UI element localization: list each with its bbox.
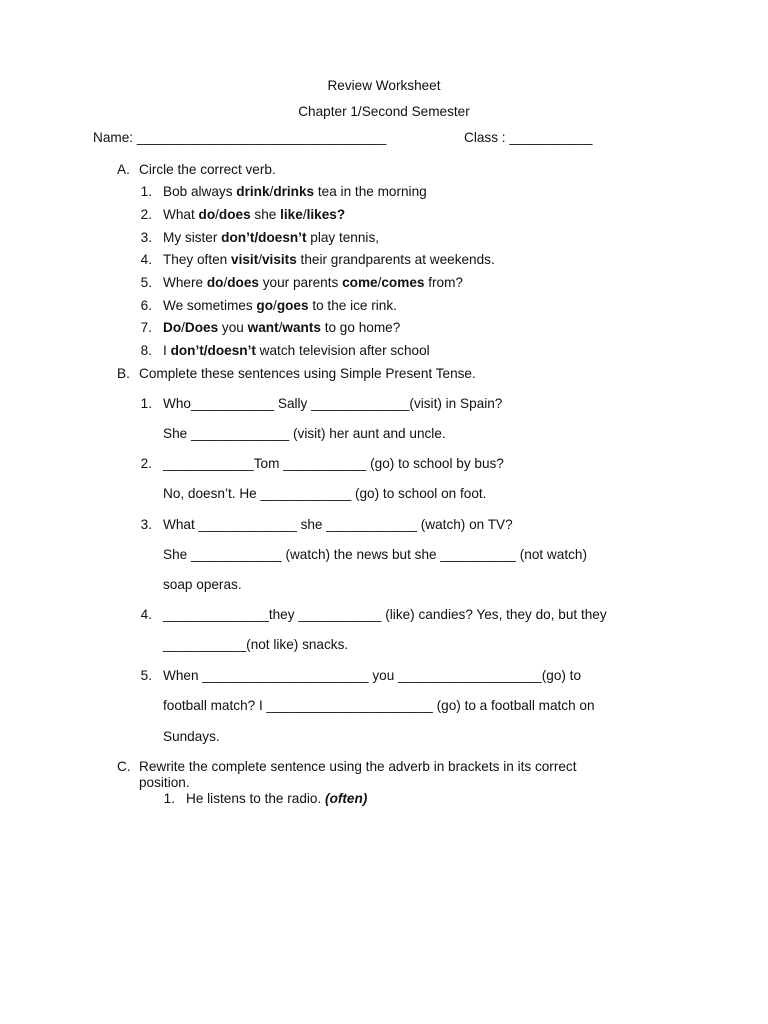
- section-b-letter: B.: [117, 366, 130, 381]
- section-a-instruction: Circle the correct verb.: [139, 162, 276, 177]
- list-item-number: 1.: [140, 184, 152, 199]
- list-item: [186, 791, 367, 807]
- fill-in-line: ___________(not like) snacks.: [163, 637, 349, 652]
- adverb-hint: (often): [325, 791, 368, 806]
- list-item-number: 8.: [140, 343, 152, 358]
- list-item-number: 5.: [140, 275, 152, 290]
- list-item: They often visit/visits their grandparents at weekends.: [163, 252, 495, 267]
- fill-in-line: Sundays.: [163, 729, 220, 744]
- fill-in-line: What _____________ she ____________ (watch) on TV?: [163, 517, 513, 532]
- name-field-line: Name: _________________________________: [93, 130, 387, 145]
- list-item-number: 1.: [140, 396, 152, 411]
- worksheet-title: Review Worksheet: [327, 78, 441, 93]
- list-item: Where do/does your parents come/comes from?: [163, 275, 463, 290]
- list-item-number: 4.: [140, 252, 152, 267]
- list-item: Bob always drink/drinks tea in the morning: [163, 184, 427, 199]
- fill-in-line: She _____________ (visit) her aunt and uncle.: [163, 426, 446, 441]
- section-c-instruction: Rewrite the complete sentence using the adverb in brackets in its correct: [139, 759, 577, 774]
- fill-in-line: When ______________________ you ___________________(go) to: [163, 668, 582, 683]
- worksheet-subtitle: Chapter 1/Second Semester: [298, 104, 470, 119]
- fill-in-line: No, doesn’t. He ____________ (go) to school on foot.: [163, 486, 487, 501]
- list-item-number: 1.: [163, 791, 175, 806]
- section-c-instruction-cont: position.: [139, 775, 190, 790]
- list-item-number: 4.: [140, 607, 152, 622]
- list-item-number: 2.: [140, 207, 152, 222]
- list-item-number: 6.: [140, 298, 152, 313]
- list-item: We sometimes go/goes to the ice rink.: [163, 298, 397, 313]
- list-item: My sister don’t/doesn’t play tennis,: [163, 230, 380, 245]
- list-item-number: 3.: [140, 230, 152, 245]
- fill-in-line: ______________they ___________ (like) candies? Yes, they do, but they: [163, 607, 607, 622]
- fill-in-line: soap operas.: [163, 577, 242, 592]
- section-c-letter: C.: [117, 759, 131, 774]
- list-item-number: 7.: [140, 320, 152, 335]
- fill-in-line: She ____________ (watch) the news but she __________ (not watch): [163, 547, 587, 562]
- fill-in-line: Who___________ Sally _____________(visit) in Spain?: [163, 396, 503, 411]
- sentence-text: He listens to the radio.: [186, 791, 322, 806]
- section-b-instruction: Complete these sentences using Simple Present Tense.: [139, 366, 476, 381]
- class-field-line: Class : ___________: [464, 130, 593, 145]
- list-item-number: 2.: [140, 456, 152, 471]
- fill-in-line: ____________Tom ___________ (go) to school by bus?: [163, 456, 504, 471]
- list-item: I don’t/doesn’t watch television after school: [163, 343, 430, 358]
- list-item: What do/does she like/likes?: [163, 207, 346, 222]
- list-item: Do/Does you want/wants to go home?: [163, 320, 401, 335]
- list-item-number: 3.: [140, 517, 152, 532]
- list-item-number: 5.: [140, 668, 152, 683]
- section-a-letter: A.: [117, 162, 130, 177]
- fill-in-line: football match? I ______________________ (go) to a football match on: [163, 698, 595, 713]
